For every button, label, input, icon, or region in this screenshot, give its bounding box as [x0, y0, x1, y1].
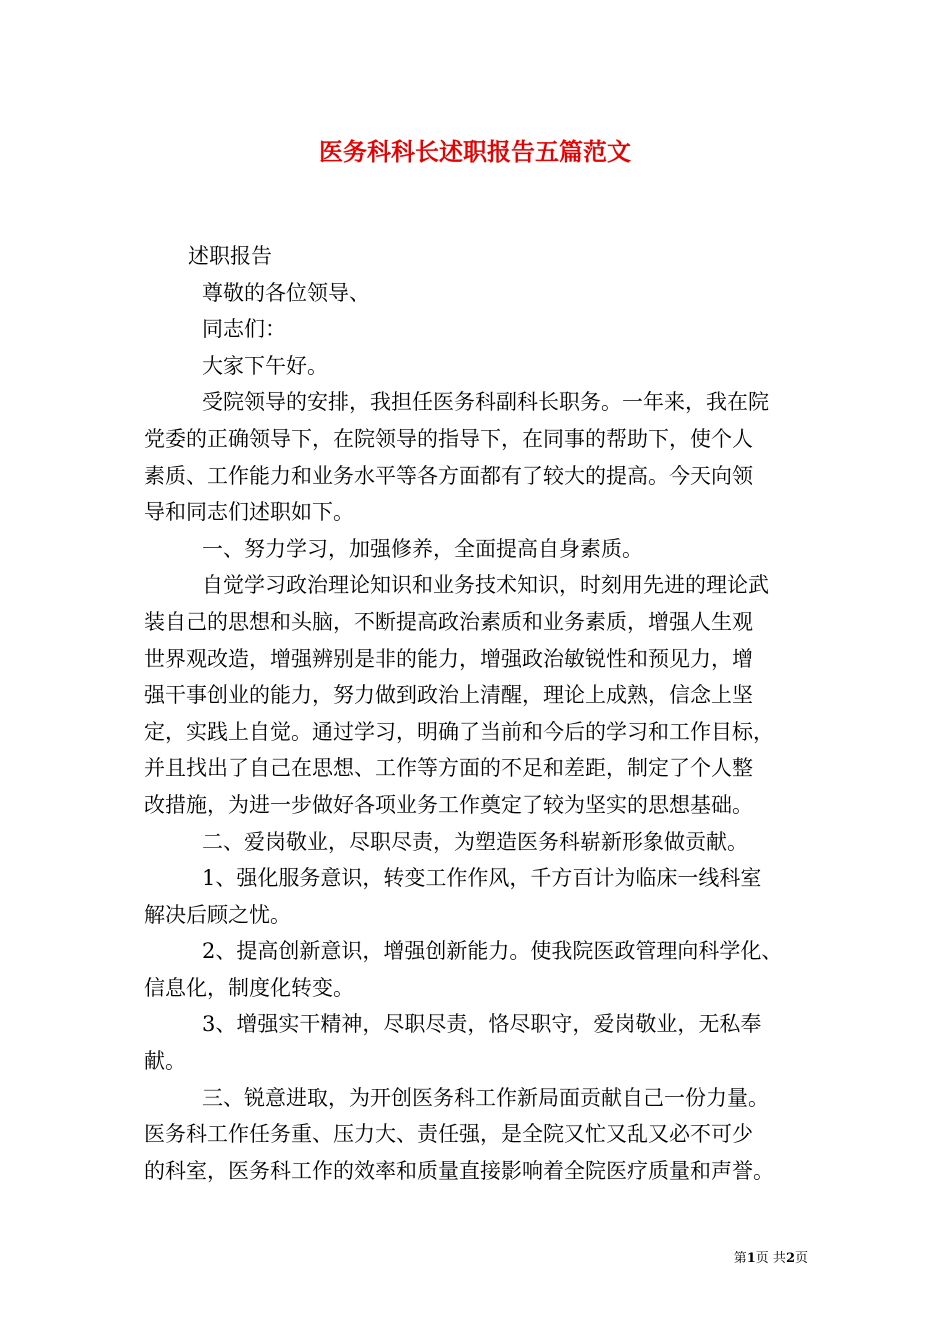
body-line: 三、锐意进取，为开创医务科工作新局面贡献自己一份力量。 [202, 1085, 769, 1110]
body-line: 二、爱岗敬业，尽职尽责，为塑造医务科崭新形象做贡献。 [202, 829, 748, 854]
footer-prefix: 第 [733, 1251, 747, 1266]
body-line: 同志们： [202, 317, 286, 342]
body-line: 大家下午好。 [202, 353, 328, 378]
body-line: 献。 [144, 1049, 186, 1074]
body-line: 并且找出了自己在思想、工作等方面的不足和差距，制定了个人整 [144, 756, 753, 781]
body-line: 1、强化服务意识，转变工作作风，千方百计为临床一线科室 [202, 866, 762, 891]
body-line: 信息化，制度化转变。 [144, 975, 354, 1000]
body-line: 述职报告 [188, 244, 272, 268]
body-line: 尊敬的各位领导、 [202, 280, 370, 305]
body-line: 解决后顾之忧。 [144, 902, 291, 927]
footer-total-pages: 2 [785, 1251, 795, 1266]
body-line: 受院领导的安排，我担任医务科副科长职务。一年来，我在院 [202, 390, 769, 415]
body-line: 3、增强实干精神，尽职尽责，恪尽职守，爱岗敬业，无私奉 [202, 1012, 762, 1037]
footer-middle: 页 共 [755, 1251, 786, 1266]
body-line: 党委的正确领导下，在院领导的指导下，在同事的帮助下，使个人 [144, 426, 753, 451]
body-line: 医务科工作任务重、压力大、责任强，是全院又忙又乱又必不可少 [144, 1122, 753, 1147]
body-line: 装自己的思想和头脑，不断提高政治素质和业务素质，增强人生观 [144, 609, 753, 634]
page-footer [0, 1247, 808, 1266]
footer-current-page: 1 [746, 1251, 756, 1266]
body-line: 一、努力学习，加强修养，全面提高自身素质。 [202, 536, 643, 561]
body-line: 自觉学习政治理论知识和业务技术知识，时刻用先进的理论武 [202, 573, 769, 598]
body-line: 的科室，医务科工作的效率和质量直接影响着全院医疗质量和声誉。 [144, 1158, 774, 1183]
body-line: 定，实践上自觉。通过学习，明确了当前和今后的学习和工作目标， [144, 719, 774, 744]
body-line: 导和同志们述职如下。 [144, 500, 354, 525]
body-line: 2、提高创新意识，增强创新能力。使我院医政管理向科学化、 [202, 939, 783, 964]
document-body [144, 238, 824, 1189]
body-line: 世界观改造，增强辨别是非的能力，增强政治敏锐性和预见力，增 [144, 646, 753, 671]
body-line: 强干事创业的能力，努力做到政治上清醒，理论上成熟，信念上坚 [144, 683, 753, 708]
footer-suffix: 页 [794, 1251, 808, 1266]
body-line: 改措施，为进一步做好各项业务工作奠定了较为坚实的思想基础。 [144, 792, 753, 817]
document-title: 医务科科长述职报告五篇范文 [319, 137, 631, 166]
body-line: 素质、工作能力和业务水平等各方面都有了较大的提高。今天向领 [144, 463, 753, 488]
